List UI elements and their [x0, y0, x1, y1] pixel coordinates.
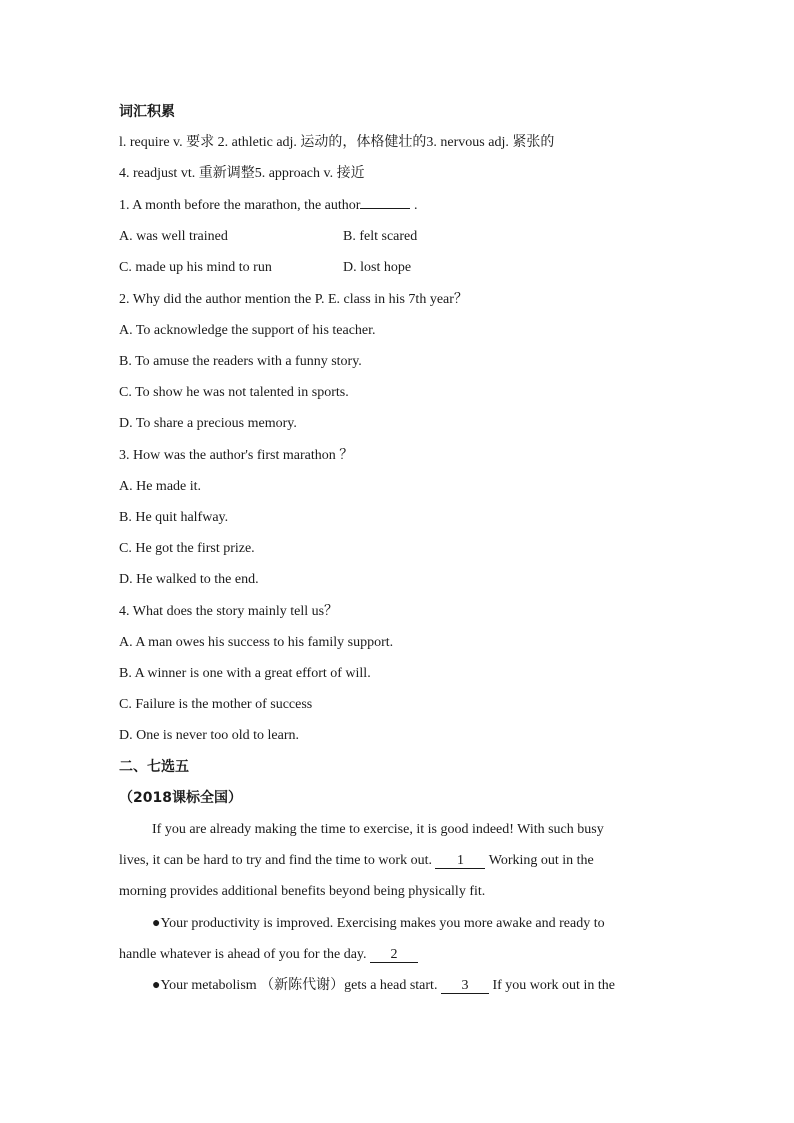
paragraph-text: Working out in the	[485, 853, 594, 868]
paragraph-text: ●Your metabolism （新陈代谢）gets a head start.	[152, 978, 441, 993]
paragraph-text: lives, it can be hard to try and find the time to work out.	[119, 853, 436, 868]
option-a: A. He made it.	[119, 479, 202, 494]
option-d: D. One is never too old to learn.	[119, 728, 300, 743]
paragraph-1-line-3: morning provides additional benefits beyond being physically fit.	[119, 884, 486, 899]
question-3-stem: 3. How was the author's first marathon ？	[119, 448, 354, 463]
option-d: D. lost hope	[343, 260, 412, 275]
option-a: A. was well trained	[119, 229, 228, 244]
question-2-stem: 2. Why did the author mention the P. E. class in his 7th year？	[119, 292, 468, 307]
option-d: D. To share a precious memory.	[119, 416, 297, 431]
question-4-stem: 4. What does the story mainly tell us？	[119, 604, 339, 619]
option-d: D. He walked to the end.	[119, 572, 259, 587]
question-1-end: .	[410, 198, 418, 213]
answer-blank-3[interactable]: 3	[441, 978, 489, 994]
option-a: A. A man owes his success to his family support.	[119, 635, 394, 650]
question-1-stem	[119, 197, 417, 215]
section-2-heading: 二、七选五	[119, 759, 189, 775]
answer-blank-1[interactable]: 1	[435, 853, 485, 869]
paragraph-3-line-1	[152, 977, 672, 995]
paragraph-2-line-2	[119, 946, 672, 964]
option-a: A. To acknowledge the support of his teacher.	[119, 323, 376, 338]
option-b: B. A winner is one with a great effort of will.	[119, 666, 371, 681]
option-c: C. To show he was not talented in sports.	[119, 385, 349, 400]
section-2-source: （2018课标全国）	[119, 790, 242, 806]
paragraph-1-line-2	[119, 852, 672, 870]
paragraph-text: handle whatever is ahead of you for the day.	[119, 947, 370, 962]
paragraph-text: If you are already making the time to exercise, it is good indeed! With such busy	[152, 822, 604, 837]
vocab-line-1: l. require v. 要求 2. athletic adj. 运动的，体格健壮的3. nervous adj. 紧张的	[119, 135, 555, 150]
vocab-heading: 词汇积累	[119, 104, 175, 120]
option-b: B. He quit halfway.	[119, 510, 229, 525]
answer-blank-2[interactable]: 2	[370, 947, 418, 963]
option-c: C. He got the first prize.	[119, 541, 255, 556]
answer-blank[interactable]	[360, 208, 410, 209]
paragraph-1-line-1	[152, 821, 672, 839]
paragraph-2-line-1: ●Your productivity is improved. Exercising makes you more awake and ready to	[152, 916, 605, 931]
paragraph-text: If you work out in the	[488, 978, 615, 993]
option-c: C. made up his mind to run	[119, 260, 272, 275]
option-b: B. To amuse the readers with a funny story.	[119, 354, 362, 369]
question-1-text: 1. A month before the marathon, the author	[119, 198, 361, 213]
option-b: B. felt scared	[343, 229, 418, 244]
vocab-line-2: 4. readjust vt. 重新调整5. approach v. 接近	[119, 166, 365, 181]
option-c: C. Failure is the mother of success	[119, 697, 313, 712]
